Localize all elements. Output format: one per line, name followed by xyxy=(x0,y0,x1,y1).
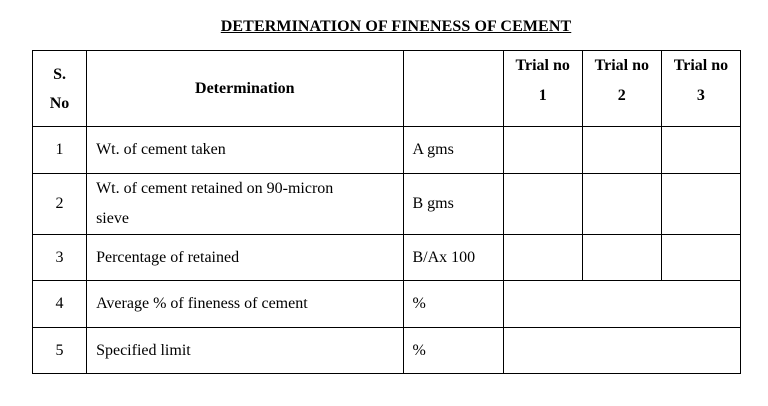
row-sno: 1 xyxy=(33,127,87,174)
row-determination-line1: Wt. of cement retained on 90-micron xyxy=(96,180,334,197)
row-sno: 5 xyxy=(33,328,87,374)
row-sno: 3 xyxy=(33,235,87,281)
row-determination: Percentage of retained xyxy=(87,235,403,281)
header-determination: Determination xyxy=(87,51,403,127)
header-trial-1-line1: Trial no xyxy=(515,57,570,74)
row-sno: 4 xyxy=(33,281,87,328)
row-determination-line2: sieve xyxy=(96,210,129,227)
row-unit: B gms xyxy=(403,174,503,235)
table-row xyxy=(33,281,741,328)
result-cell[interactable] xyxy=(503,328,740,374)
header-sno-line1: S. xyxy=(53,65,66,83)
header-trial-3 xyxy=(661,51,740,127)
row-sno: 2 xyxy=(33,174,87,235)
table-row xyxy=(33,328,741,374)
header-trial-2 xyxy=(582,51,661,127)
trial-3-cell[interactable] xyxy=(661,174,740,235)
table-row xyxy=(33,127,741,174)
row-determination xyxy=(87,174,403,235)
header-unit xyxy=(403,51,503,127)
row-unit: A gms xyxy=(403,127,503,174)
header-trial-1-line2: 1 xyxy=(538,87,547,104)
row-unit: % xyxy=(403,328,503,374)
fineness-table xyxy=(32,50,741,374)
header-trial-3-line1: Trial no xyxy=(673,57,729,74)
header-sno xyxy=(33,51,87,127)
trial-2-cell[interactable] xyxy=(582,235,661,281)
header-trial-2-line2: 2 xyxy=(617,87,626,104)
trial-1-cell[interactable] xyxy=(503,174,582,235)
row-determination: Specified limit xyxy=(87,328,403,374)
page-title: DETERMINATION OF FINENESS OF CEMENT xyxy=(220,18,572,35)
row-unit: B/Ax 100 xyxy=(403,235,503,281)
trial-2-cell[interactable] xyxy=(582,174,661,235)
trial-3-cell[interactable] xyxy=(661,127,740,174)
result-cell[interactable] xyxy=(503,281,740,328)
trial-1-cell[interactable] xyxy=(503,235,582,281)
row-determination: Average % of fineness of cement xyxy=(87,281,403,328)
table-header-row xyxy=(33,51,741,127)
header-trial-2-line1: Trial no xyxy=(594,57,649,74)
header-trial-3-line2: 3 xyxy=(696,87,705,104)
row-determination: Wt. of cement taken xyxy=(87,127,403,174)
table-row xyxy=(33,174,741,235)
row-unit: % xyxy=(403,281,503,328)
header-trial-1 xyxy=(503,51,582,127)
trial-1-cell[interactable] xyxy=(503,127,582,174)
trial-2-cell[interactable] xyxy=(582,127,661,174)
header-sno-line2: No xyxy=(49,94,70,112)
trial-3-cell[interactable] xyxy=(661,235,740,281)
table-row xyxy=(33,235,741,281)
